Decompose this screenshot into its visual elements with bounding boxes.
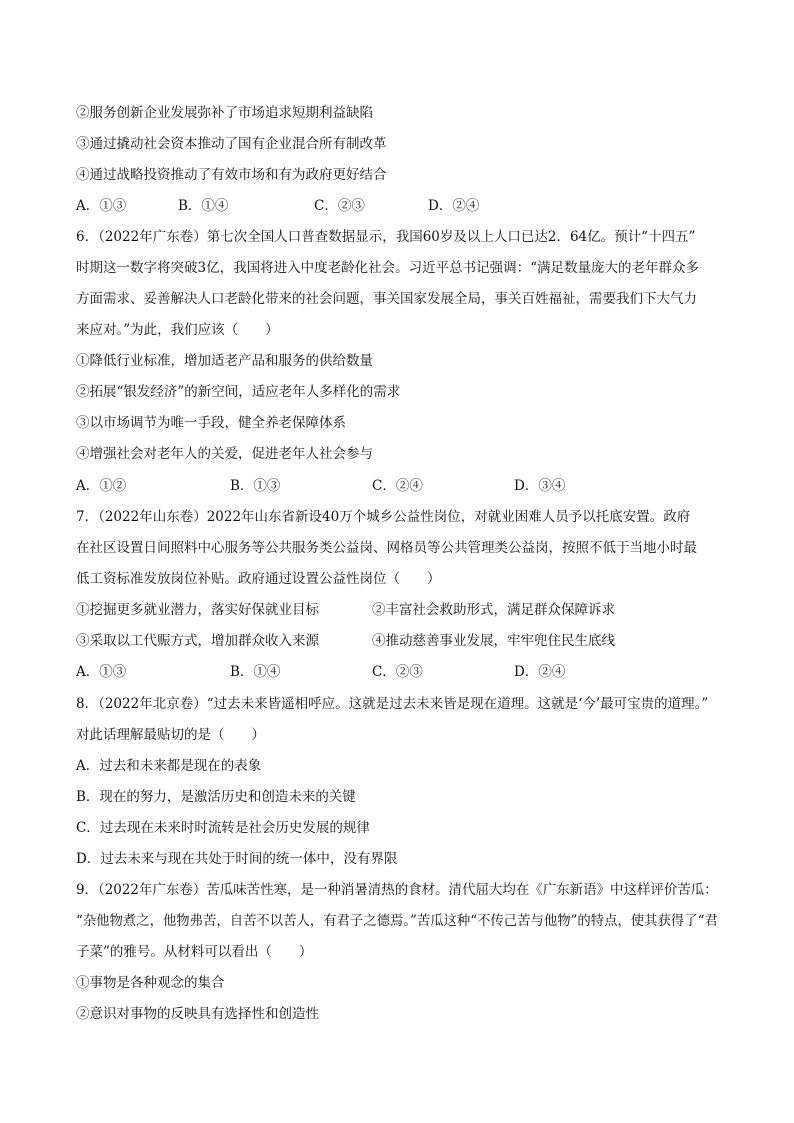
q6-option-d: D．③④ — [514, 478, 566, 494]
q6-stem-line-3: 方面需求、妥善解决人口老龄化带来的社会问题，事关国家发展全局，事关百姓福祉，需要我们下大气力 — [76, 291, 697, 307]
q9-stem-line-1: 9．（2022年广东卷）苦瓜味苦性寒，是一种消暑清热的食材。清代屈大均在《广东新语》中这样评价苦瓜： — [76, 882, 718, 898]
q9-stem-line-2: “杂他物煮之，他物弗苦，自苦不以苦人，有君子之德焉。”苦瓜这种“不传己苦与他物”的特点，使其获得了“君 — [76, 913, 718, 929]
q7-statement-2: ②丰富社会救助形式，满足群众保障诉求 — [372, 602, 615, 618]
q5-option-d: D．②④ — [428, 198, 480, 214]
q7-statement-4: ④推动慈善事业发展，牢牢兜住民生底线 — [372, 633, 615, 649]
q7-option-c: C．②③ — [372, 664, 423, 680]
q6-statement-1: ①降低行业标准，增加适老产品和服务的供给数量 — [76, 353, 373, 369]
q7-stem-line-2: 在社区设置日间照料中心服务等公共服务类公益岗、网格员等公共管理类公益岗，按照不低于当地小时最 — [76, 540, 697, 556]
q8-option-b: B．现在的努力，是激活历史和创造未来的关键 — [76, 789, 356, 805]
q8-option-c: C．过去现在未来时时流转是社会历史发展的规律 — [76, 820, 370, 836]
q6-option-a: A．①② — [76, 478, 127, 494]
q5-statement-4: ④通过战略投资推动了有效市场和有为政府更好结合 — [76, 167, 387, 183]
q5-statement-2: ②服务创新企业发展弥补了市场追求短期利益缺陷 — [76, 105, 373, 121]
q8-stem-line-2: 对此话理解最贴切的是（ ） — [76, 727, 265, 743]
q5-option-b: B．①④ — [178, 198, 229, 214]
q7-option-a: A．①③ — [76, 664, 127, 680]
q6-stem-line-1: 6．（2022年广东卷）第七次全国人口普查数据显示，我国60岁及以上人口已达2．64亿。预计“十四五” — [76, 229, 696, 245]
q5-statement-3: ③通过撬动社会资本推动了国有企业混合所有制改革 — [76, 136, 387, 152]
q9-statement-1: ①事物是各种观念的集合 — [76, 975, 225, 991]
q9-statement-2: ②意识对事物的反映具有选择性和创造性 — [76, 1006, 319, 1022]
q6-stem-line-4: 来应对。”为此，我们应该（ ） — [76, 322, 279, 338]
q6-stem-line-2: 时期这一数字将突破3亿，我国将进入中度老龄化社会。习近平总书记强调：“满足数量庞大的老年群众多 — [76, 260, 699, 276]
q6-option-b: B．①③ — [230, 478, 281, 494]
q7-statement-3: ③采取以工代赈方式，增加群众收入来源 — [76, 633, 319, 649]
q7-option-d: D．②④ — [514, 664, 566, 680]
q8-option-d: D．过去未来与现在共处于时间的统一体中，没有界限 — [76, 851, 398, 867]
q5-option-a: A．①③ — [76, 198, 127, 214]
q8-stem-line-1: 8．（2022年北京卷）“过去未来皆遥相呼应。这就是过去未来皆是现在道理。这就是‘今’最可宝贵的道理。” — [76, 696, 709, 712]
q8-option-a: A．过去和未来都是现在的表象 — [76, 758, 262, 774]
q9-stem-line-3: 子菜”的雅号。从材料可以看出（ ） — [76, 944, 313, 960]
q6-statement-4: ④增强社会对老年人的关爱，促进老年人社会参与 — [76, 446, 373, 462]
q7-statement-1: ①挖掘更多就业潜力，落实好保就业目标 — [76, 602, 319, 618]
q7-stem-line-1: 7．（2022年山东卷）2022年山东省新设40万个城乡公益性岗位，对就业困难人员予以托底安置。政府 — [76, 509, 691, 525]
q7-option-b: B．①④ — [230, 664, 281, 680]
q7-stem-line-3: 低工资标准发放岗位补贴。政府通过设置公益性岗位（ ） — [76, 571, 441, 587]
q6-option-c: C．②④ — [372, 478, 423, 494]
q5-option-c: C．②③ — [314, 198, 365, 214]
q6-statement-3: ③以市场调节为唯一手段，健全养老保障体系 — [76, 415, 346, 431]
q6-statement-2: ②拓展“银发经济”的新空间，适应老年人多样化的需求 — [76, 384, 401, 400]
